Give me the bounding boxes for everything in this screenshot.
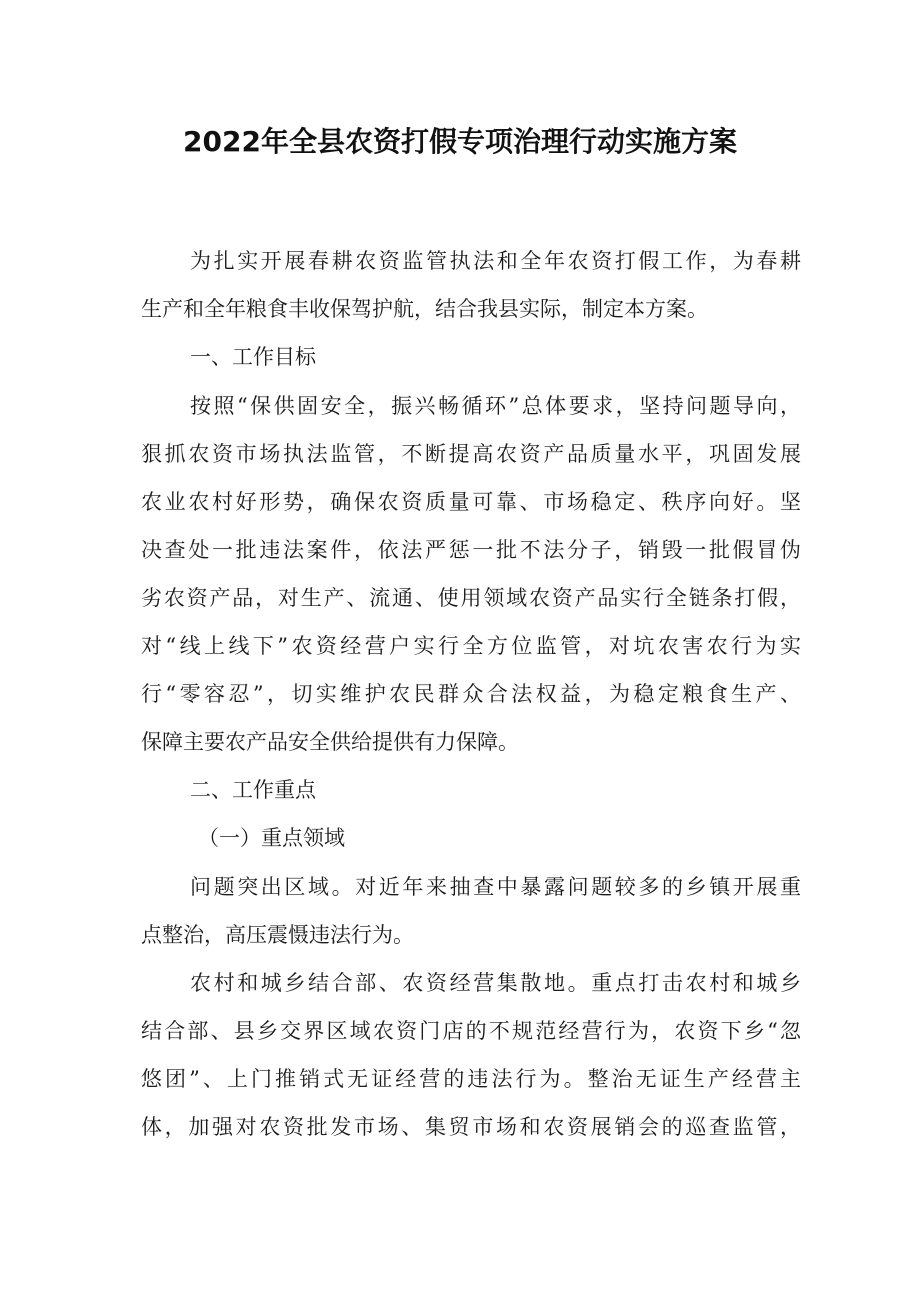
- paragraph-line: 为扎实开展春耕农资监管执法和全年农资打假工作，为春耕: [190, 249, 801, 273]
- document-title: 2022年全县农资打假专项治理行动实施方案: [183, 125, 737, 158]
- paragraph-line: 体，加强对农资批发市场、集贸市场和农资展销会的巡查监管，: [141, 1115, 801, 1139]
- paragraph-line: 问题突出区域。对近年来抽查中暴露问题较多的乡镇开展重: [190, 875, 801, 899]
- paragraph-line: 农村和城乡结合部、农资经营集散地。重点打击农村和城乡: [190, 971, 801, 995]
- subsection-heading: （一）重点领域: [198, 826, 345, 850]
- paragraph-line: 行“零容忍”，切实维护农民群众合法权益，为稳定粮食生产、: [141, 682, 801, 706]
- paragraph-line: 决查处一批违法案件，依法严惩一批不法分子，销毁一批假冒伪: [141, 538, 801, 562]
- paragraph-line: 生产和全年粮食丰收保驾护航，结合我县实际，制定本方案。: [141, 297, 708, 321]
- paragraph-line: 劣农资产品，对生产、流通、使用领域农资产品实行全链条打假，: [141, 586, 801, 610]
- paragraph-line: 悠团”、上门推销式无证经营的违法行为。整治无证生产经营主: [141, 1067, 801, 1091]
- paragraph-line: 结合部、县乡交界区域农资门店的不规范经营行为，农资下乡“忽: [141, 1019, 801, 1043]
- section-heading: 一、工作目标: [190, 345, 316, 369]
- paragraph-line: 狠抓农资市场执法监管，不断提高农资产品质量水平，巩固发展: [141, 442, 801, 466]
- paragraph-line: 对“线上线下”农资经营户实行全方位监管，对坑农害农行为实: [141, 634, 801, 658]
- paragraph-line: 保障主要农产品安全供给提供有力保障。: [141, 730, 519, 754]
- section-heading: 二、工作重点: [190, 778, 316, 802]
- paragraph-line: 按照“保供固安全，振兴畅循环”总体要求，坚持问题导向，: [190, 394, 801, 418]
- paragraph-line: 农业农村好形势，确保农资质量可靠、市场稳定、秩序向好。坚: [141, 490, 801, 514]
- paragraph-line: 点整治，高压震慑违法行为。: [141, 923, 414, 947]
